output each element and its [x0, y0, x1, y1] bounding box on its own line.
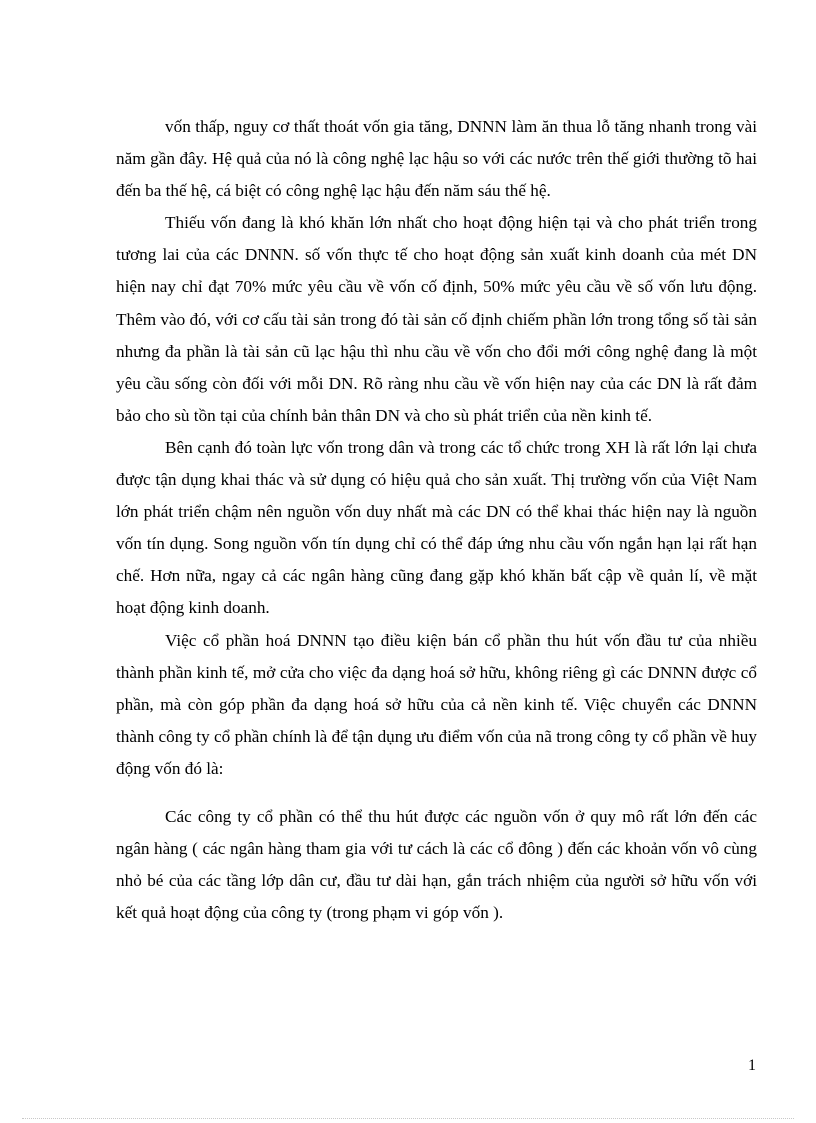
page-number: 1	[748, 1057, 756, 1074]
paragraph-4: Việc cổ phần hoá DNNN tạo điều kiện bán cổ phần thu hút vốn đầu tư của nhiều thành phần kinh tế, mở cửa cho việc đa dạng hoá sở hữu, không riêng gì các DNNN được cổ phần, mà còn góp phần đa dạng hoá sở hữu của cả nền kinh tế. Việc chuyển các DNNN thành công ty cổ phần chính là để tận dụng ưu điểm vốn của nã trong công ty cổ phần về huy động vốn đó là:	[116, 630, 757, 778]
footer-divider	[22, 1118, 794, 1119]
paragraph-3: Bên cạnh đó toàn lực vốn trong dân và trong các tổ chức trong XH là rất lớn lại chưa được tận dụng khai thác và sử dụng có hiệu quả cho sản xuất. Thị trường vốn của Việt Nam lớn phát triển chậm nên nguồn vốn duy nhất mà các DN có thể khai thác hiện nay là nguồn vốn tín dụng. Song nguồn vốn tín dụng chỉ có thể đáp ứng nhu cầu vốn ngắn hạn lại rất hạn chế. Hơn nữa, ngay cả các ngân hàng cũng đang gặp khó khăn bất cập về quản lí, về mặt hoạt động kinh doanh.	[116, 437, 757, 618]
paragraph-5: Các công ty cổ phần có thể thu hút được các nguồn vốn ở quy mô rất lớn đến các ngân hàng ( các ngân hàng tham gia với tư cách là các cổ đông ) đến các khoản vốn vô cùng nhỏ bé của các tầng lớp dân cư, đầu tư dài hạn, gắn trách nhiệm của người sở hữu vốn với kết quả hoạt động của công ty (trong phạm vi góp vốn ).	[116, 806, 757, 923]
body-text	[116, 111, 757, 929]
paragraph-2: Thiếu vốn đang là khó khăn lớn nhất cho hoạt động hiện tại và cho phát triển trong tương lai của các DNNN. số vốn thực tế cho hoạt động sản xuất kinh doanh của mét DN hiện nay chỉ đạt 70% mức yêu cầu về vốn cố định, 50% mức yêu cầu về số vốn lưu động. Thêm vào đó, với cơ cấu tài sản trong đó tài sản cố định chiếm phần lớn trong tổng số tài sản nhưng đa phần là tài sản cũ lạc hậu thì nhu cầu về vốn cho đổi mới công nghệ đang là một yêu cầu sống còn đối với mỗi DN. Rõ ràng nhu cầu về vốn hiện nay của các DN là rất đảm bảo cho sù tồn tại của chính bản thân DN và cho sù phát triển của nền kinh tế.	[116, 213, 757, 425]
paragraph-1: vốn thấp, nguy cơ thất thoát vốn gia tăng, DNNN làm ăn thua lỗ tăng nhanh trong vài năm gần đây. Hệ quả của nó là công nghệ lạc hậu so với các nước trên thế giới thường tõ hai đến ba thế hệ, cá biệt có công nghệ lạc hậu đến năm sáu thế hệ.	[116, 117, 757, 201]
